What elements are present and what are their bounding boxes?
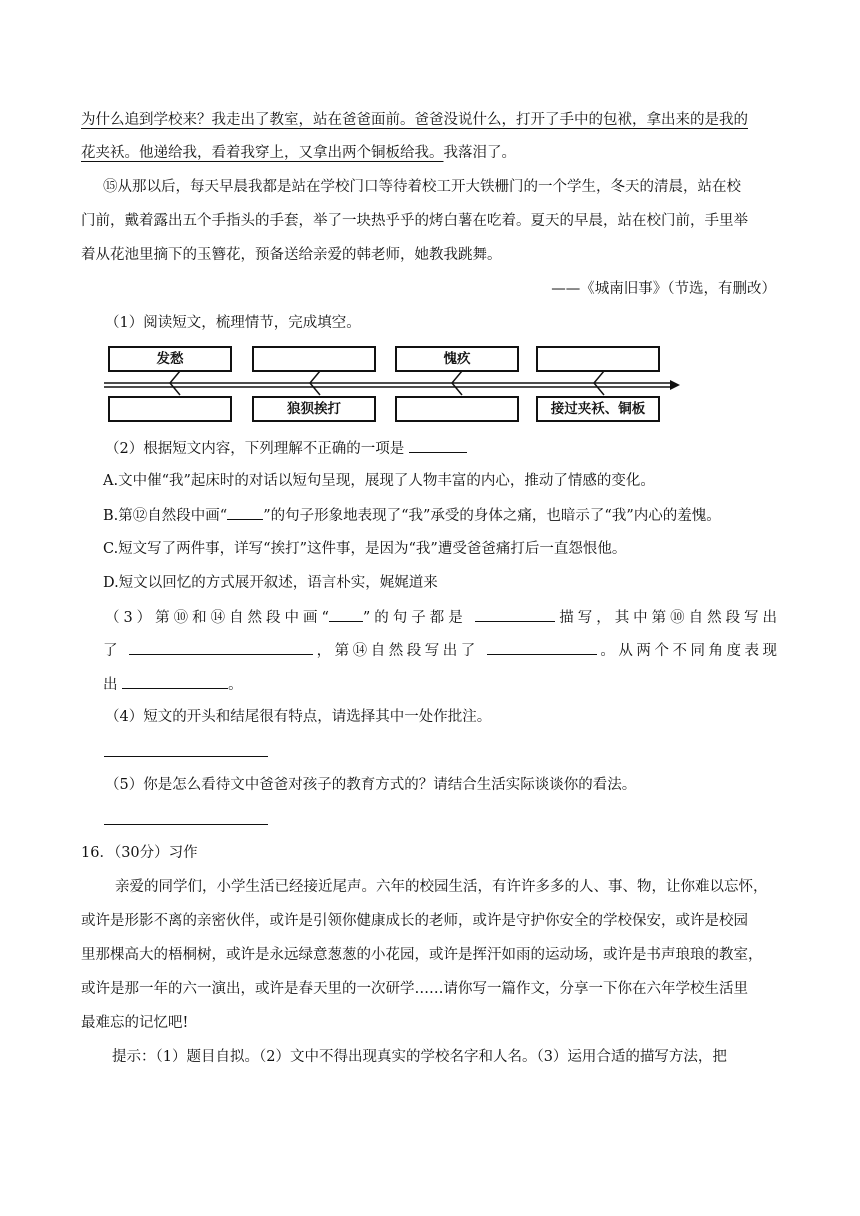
passage-text: 我落泪了。 xyxy=(443,145,516,161)
passage-line: 门前，戴着露出五个手指头的手套，举了一块热乎乎的烤白薯在吃着。夏天的早晨，站在校门前，手里举 xyxy=(81,213,748,229)
plot-box-bottom-2[interactable]: 狼狈挨打 xyxy=(252,396,376,422)
question-3-text: 描写，其中第⑩自然段写出 xyxy=(555,610,778,626)
question-3-text: 。 xyxy=(228,677,243,693)
plot-box-bottom-4[interactable]: 接过夹袄、铜板 xyxy=(536,396,660,422)
essay-prompt-line: 最难忘的记忆吧! xyxy=(81,1015,189,1031)
answer-blank[interactable] xyxy=(409,438,467,453)
essay-prompt-line: 亲爱的同学们，小学生活已经接近尾声。六年的校园生活，有许许多多的人、事、物，让你难以忘怀， xyxy=(115,879,768,895)
answer-line[interactable] xyxy=(104,824,268,825)
question-2-prompt xyxy=(105,438,467,459)
passage-line xyxy=(81,143,516,163)
underline-mark xyxy=(227,505,263,520)
question-4-prompt: （4）短文的开头和结尾很有特点，请选择其中一处作批注。 xyxy=(105,709,492,725)
underlined-sentence: 花夹袄。他递给我，看着我穿上，又拿出两个铜板给我。 xyxy=(81,145,444,161)
option-b-text: ”的句子形象地表现了“我”承受的身体之痛，也暗示了“我”内心的羞愧。 xyxy=(263,508,721,524)
essay-prompt-line: 里那棵高大的梧桐树，或许是永远绿意葱葱的小花园，或许是挥汗如雨的运动场，或许是书声琅琅的教室， xyxy=(81,947,763,963)
question-3-text: 了 xyxy=(103,643,122,659)
question-3-line-2 xyxy=(103,640,777,661)
option-b-text: B.第⑫自然段中画“ xyxy=(103,508,228,524)
question-16-heading: 16．（30分）习作 xyxy=(81,845,198,861)
plot-box-top-3[interactable]: 愧疚 xyxy=(395,346,519,372)
question-3-text: ，第⑭自然段写出了 xyxy=(313,643,479,659)
plot-box-bottom-1[interactable] xyxy=(108,396,232,422)
plot-box-top-4[interactable] xyxy=(536,346,660,372)
question-5-prompt: （5）你是怎么看待文中爸爸对孩子的教育方式的？请结合生活实际谈谈你的看法。 xyxy=(105,777,637,793)
plot-box-top-2[interactable] xyxy=(252,346,376,372)
answer-blank[interactable] xyxy=(129,640,313,655)
plot-box-bottom-3[interactable] xyxy=(395,396,519,422)
question-3-text: （3）第⑩和⑭自然段中画“ xyxy=(105,610,329,626)
question-3-text: 。从两个不同角度表现 xyxy=(596,643,778,659)
source-citation: ——《城南旧事》（节选，有删改） xyxy=(551,281,776,297)
paragraph-marker: ⑮ xyxy=(103,179,118,195)
essay-tips: 提示：（1）题目自拟。（2）文中不得出现真实的学校名字和人名。（3）运用合适的描写方法，把 xyxy=(112,1049,727,1065)
answer-blank[interactable] xyxy=(487,640,597,655)
underline-mark xyxy=(329,607,363,622)
option-b xyxy=(103,505,721,526)
option-a: A.文中催“我”起床时的对话以短句呈现，展现了人物丰富的内心，推动了情感的变化。 xyxy=(103,473,655,489)
question-3-text: ”的句子都是 xyxy=(362,610,467,626)
passage-line: 着从花池里摘下的玉簪花，预备送给亲爱的韩老师，她教我跳舞。 xyxy=(81,247,502,263)
answer-blank[interactable] xyxy=(475,607,555,622)
paragraph-15 xyxy=(103,177,741,197)
answer-line[interactable] xyxy=(104,756,268,757)
option-d: D.短文以回忆的方式展开叙述，语言朴实，娓娓道来 xyxy=(103,575,438,591)
question-1-prompt: （1）阅读短文，梳理情节，完成填空。 xyxy=(105,315,361,331)
passage-text: 从那以后，每天早晨我都是站在学校门口等待着校工开大铁栅门的一个学生，冬天的清晨，站在校 xyxy=(117,179,741,195)
passage-line: 为什么追到学校来？我走出了教室，站在爸爸面前。爸爸没说什么，打开了手中的包袱，拿出来的是我的 xyxy=(81,112,748,128)
plot-box-top-1[interactable]: 发愁 xyxy=(108,346,232,372)
question-3-line-1 xyxy=(105,607,777,628)
question-2-text: （2）根据短文内容，下列理解不正确的一项是 xyxy=(105,441,405,457)
option-c: C.短文写了两件事，详写“挨打”这件事，是因为“我”遭受爸爸痛打后一直怨恨他。 xyxy=(103,541,627,557)
essay-prompt-line: 或许是那一年的六一演出，或许是春天里的一次研学……请你写一篇作文，分享一下你在六年学校生活里 xyxy=(81,981,748,997)
answer-blank[interactable] xyxy=(122,674,228,689)
plot-timeline-diagram xyxy=(104,345,680,425)
question-3-line-3 xyxy=(103,674,243,695)
question-3-text: 出 xyxy=(103,677,118,693)
essay-prompt-line: 或许是形影不离的亲密伙伴，或许是引领你健康成长的老师，或许是守护你安全的学校保安，或许是校园 xyxy=(81,913,748,929)
